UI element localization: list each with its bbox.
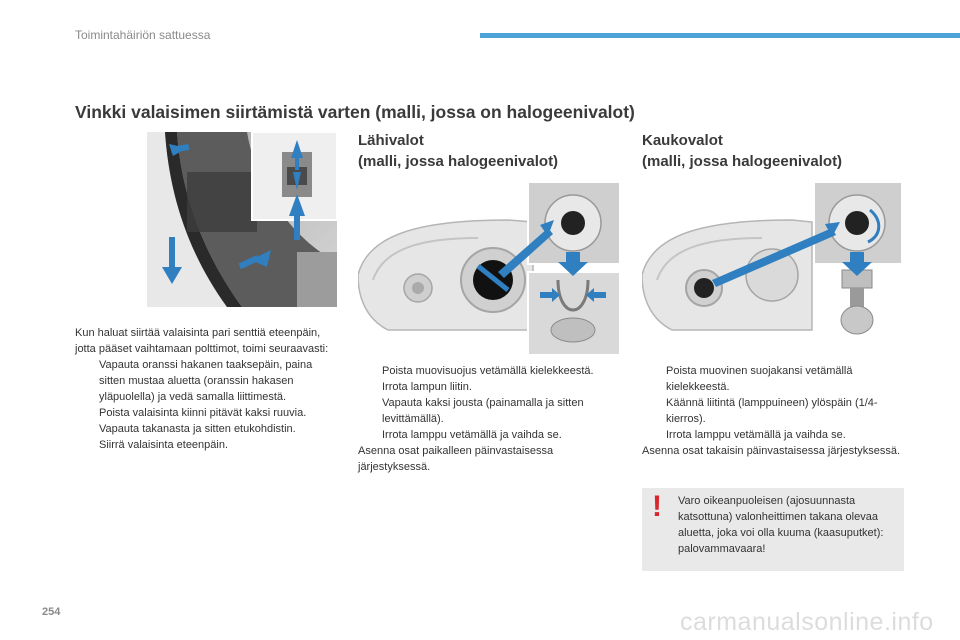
list-item: Käännä liitintä (lamppuineen) ylöspäin (1/4-kierros). — [666, 397, 878, 425]
low-beam-footer: Asenna osat paikalleen päinvastaisessa järjestyksessä. — [358, 445, 554, 473]
list-item: Siirrä valaisinta eteenpäin. — [99, 439, 229, 451]
list-item: Vapauta kaksi jousta (painamalla ja sitten levittämällä). — [382, 397, 584, 425]
move-lamp-intro: Kun haluat siirtää valaisinta pari senttiä eteenpäin, jotta pääset vaihtamaan polttimot, toimi seuraavasti: — [75, 327, 329, 355]
list-item: Irrota lamppu vetämällä ja vaihda se. — [666, 429, 846, 441]
low-beam-illustration — [358, 180, 622, 355]
list-item: Poista valaisinta kiinni pitävät kaksi ruuvia. — [99, 407, 307, 419]
move-lamp-steps — [75, 357, 337, 453]
warning-box — [642, 488, 904, 571]
high-beam-steps — [642, 363, 904, 443]
list-item: Irrota lamppu vetämällä ja vaihda se. — [382, 429, 562, 441]
page-title: Vinkki valaisimen siirtämistä varten (malli, jossa on halogeenivalot) — [75, 102, 635, 122]
high-beam-footer: Asenna osat takaisin päinvastaisessa järjestyksessä. — [642, 445, 901, 457]
high-beam-illustration — [642, 180, 904, 355]
high-beam-instructions — [642, 363, 904, 459]
list-item: Poista muovinen suojakansi vetämällä kielekkeestä. — [666, 365, 853, 393]
high-beam-title-line1: Kaukovalot — [642, 132, 723, 149]
low-beam-steps — [358, 363, 624, 443]
header-accent-bar — [480, 33, 960, 38]
warning-icon: ! — [652, 490, 662, 523]
watermark: carmanualsonline.info — [680, 608, 934, 636]
high-beam-title — [642, 130, 842, 172]
list-item: Vapauta takanasta ja sitten etukohdistin. — [99, 423, 296, 435]
low-beam-instructions — [358, 363, 624, 475]
headlamp-removal-illustration — [147, 132, 337, 307]
low-beam-title-line2: (malli, jossa halogeenivalot) — [358, 153, 559, 170]
low-beam-title — [358, 130, 558, 172]
low-beam-title-line1: Lähivalot — [358, 132, 424, 149]
warning-text: Varo oikeanpuoleisen (ajosuunnasta katsottuna) valonheittimen takana olevaa aluetta, joka voi olla kuuma (kaasuputket): palovammavaara! — [678, 495, 884, 555]
list-item: Poista muovisuojus vetämällä kielekkeestä. — [382, 365, 594, 377]
page-number: 254 — [42, 606, 61, 618]
move-lamp-instructions — [75, 325, 337, 453]
section-header: Toimintahäiriön sattuessa — [75, 28, 211, 42]
list-item: Vapauta oranssi hakanen taaksepäin, paina sitten mustaa aluetta (oranssin hakasen yläpuolella) ja vedä samalla liittimestä. — [99, 359, 313, 403]
list-item: Irrota lampun liitin. — [382, 381, 472, 393]
high-beam-title-line2: (malli, jossa halogeenivalot) — [642, 153, 843, 170]
